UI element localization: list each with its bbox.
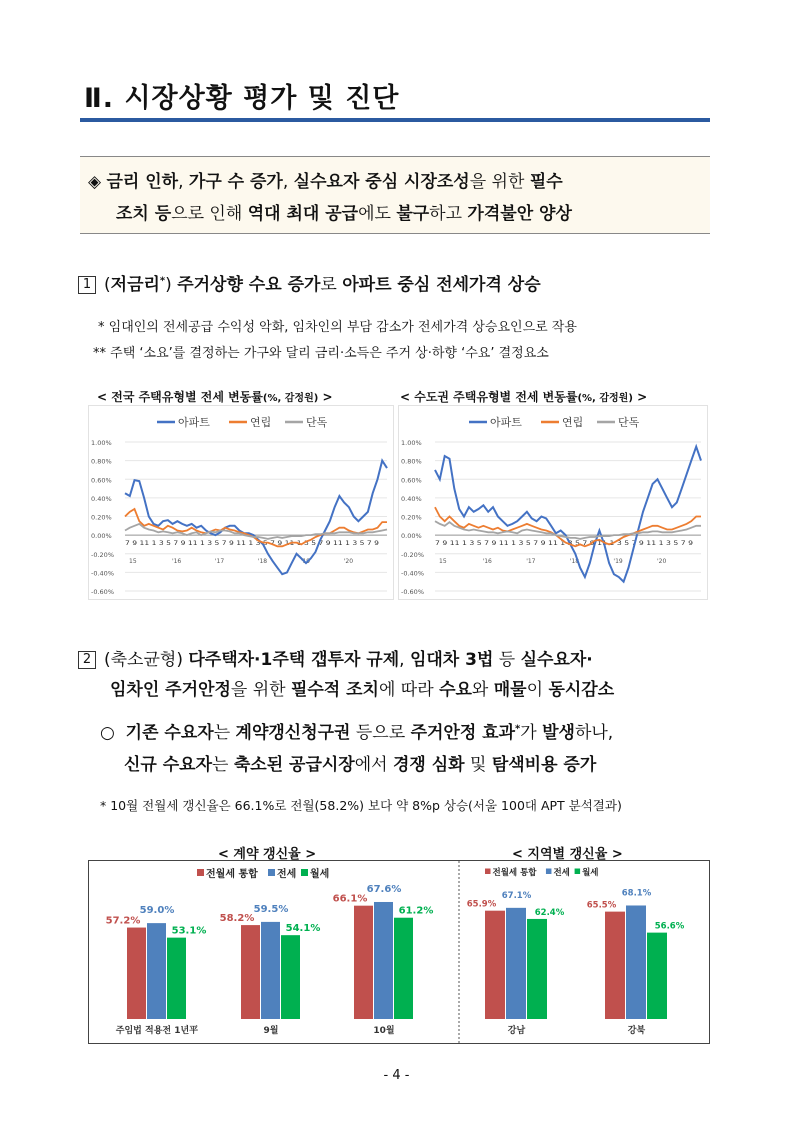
text-segment: * — [159, 275, 166, 287]
page-number: - 4 - — [383, 1068, 410, 1083]
chart-caption-capital — [400, 388, 647, 405]
legend-label: 전월세 통합 — [492, 868, 537, 878]
legend-label: 연립 — [250, 416, 272, 429]
legend-swatch — [197, 869, 204, 876]
footnote-3: * 10월 전월세 갱신율은 66.1%로 전월(58.2%) 보다 약 8%p 상승(서울 100대 APT 분석결과) — [100, 798, 622, 813]
y-tick-label: -0.60% — [401, 588, 424, 596]
text-segment: , — [399, 650, 410, 670]
category-label: 강북 — [627, 1026, 646, 1036]
bar-전세 — [147, 923, 166, 1019]
y-tick-label: -0.40% — [91, 569, 114, 578]
text-segment: 수요 — [439, 680, 472, 700]
category-label: 주임법 적용전 1년平 — [115, 1026, 199, 1036]
bar-전월세 통합 — [241, 925, 260, 1019]
text-segment: 임차인 주거안정 — [110, 680, 231, 700]
text-segment: 필수 — [529, 172, 563, 192]
y-tick-label: 0.40% — [401, 494, 422, 503]
text-segment: 을 위한 — [469, 172, 530, 192]
bar-월세 — [647, 933, 667, 1019]
text-segment: 불구 — [396, 204, 430, 224]
text-segment: 하고 — [429, 204, 468, 224]
text-segment: 하나, — [574, 723, 614, 743]
text-segment: , — [178, 172, 189, 192]
x-year-tick: '19 — [300, 558, 311, 566]
data-label: 59.5% — [253, 903, 289, 915]
text-segment: 탐색비용 증가 — [491, 755, 597, 775]
legend-label: 단독 — [306, 416, 328, 429]
y-tick-label: -0.60% — [91, 588, 114, 596]
point-1-text — [104, 275, 541, 295]
bar-전세 — [374, 902, 393, 1019]
x-year-tick: '17 — [526, 558, 536, 566]
summary-line-1 — [88, 167, 563, 192]
x-year-tick: '20 — [657, 558, 667, 566]
text-segment: (축소균형) — [104, 650, 189, 670]
bar-월세 — [527, 919, 547, 1019]
text-segment: 아파트 중심 전세가격 상승 — [342, 275, 541, 295]
sub-bullet-line-1 — [100, 718, 613, 743]
text-segment: ( — [104, 275, 111, 295]
text-segment: 으로 인해 — [171, 204, 248, 224]
line-chart-svg — [399, 406, 709, 601]
text-segment: 필수적 조치 — [290, 680, 379, 700]
y-tick-label: 0.20% — [91, 513, 112, 522]
y-tick-label: -0.20% — [91, 550, 114, 559]
text-segment: 다주택자·1주택 갭투자 규제 — [188, 650, 400, 670]
legend-label: 전세 — [553, 868, 570, 878]
text-segment: 로 — [320, 275, 343, 295]
text-segment: 저금리 — [110, 275, 160, 295]
bar-월세 — [394, 918, 413, 1019]
text-segment: 등으로 — [350, 723, 411, 743]
x-year-tick: '16 — [482, 558, 492, 566]
data-label: 56.6% — [654, 921, 685, 932]
data-label: 66.1% — [332, 893, 368, 905]
caption-text: < 전국 주택유형별 전세 변동률 — [97, 390, 263, 404]
bar-전세 — [626, 905, 646, 1019]
text-segment: 에서 — [354, 755, 393, 775]
caption-text: < 수도권 주택유형별 전세 변동률 — [400, 390, 578, 404]
data-label: 65.5% — [586, 900, 617, 911]
bar-전월세 통합 — [354, 906, 373, 1019]
data-label: 67.6% — [366, 883, 402, 895]
text-segment: 역대 최대 공급 — [247, 204, 359, 224]
legend-label: 월세 — [310, 869, 330, 880]
x-month-ticks: 7 9 11 1 3 5 7 9 11 1 3 5 7 9 11 1 3 5 7 9 11 1 3 5 7 9 11 1 3 5 7 9 — [435, 541, 694, 548]
x-year-tick: '17 — [214, 558, 225, 566]
x-year-tick: '20 — [343, 558, 354, 566]
text-segment: 실수요자· — [520, 650, 593, 670]
legend-swatch — [301, 869, 308, 876]
text-segment: 신규 수요자 — [124, 755, 213, 775]
legend-label: 아파트 — [178, 416, 210, 429]
diamond-bullet-icon: ◈ — [88, 172, 102, 192]
text-segment: 경쟁 심화 — [392, 755, 465, 775]
footnote-1: * 임대인의 전세공급 수익성 악화, 임차인의 부담 감소가 전세가격 상승요인으로 작용 — [98, 320, 577, 335]
x-year-tick: '18 — [569, 558, 580, 566]
caption-close: > — [637, 390, 648, 404]
bar-월세 — [167, 938, 186, 1019]
x-year-tick: 15 — [439, 558, 447, 566]
text-segment: 및 — [464, 755, 492, 775]
text-segment: 는 — [213, 723, 236, 743]
data-label: 65.9% — [466, 899, 497, 910]
y-tick-label: 1.00% — [91, 439, 112, 447]
category-label: 강남 — [507, 1026, 526, 1036]
bar-chart-svg — [89, 861, 709, 1043]
data-label: 57.2% — [105, 915, 141, 927]
data-label: 67.1% — [501, 890, 532, 901]
legend-label: 단독 — [618, 416, 640, 429]
data-label: 59.0% — [139, 905, 175, 917]
text-segment: 을 위한 — [230, 680, 291, 700]
legend-swatch — [546, 869, 552, 875]
text-segment: 이 — [526, 680, 549, 700]
bar-전월세 통합 — [485, 911, 505, 1019]
text-segment: 에 따라 — [378, 680, 440, 700]
line-chart-national — [88, 405, 394, 600]
y-tick-label: 0.80% — [401, 457, 422, 466]
text-segment: 계약갱신청구권 — [235, 723, 351, 743]
legend-swatch — [575, 869, 581, 875]
y-tick-label: -0.40% — [401, 569, 424, 578]
y-tick-label: 0.60% — [91, 476, 112, 485]
y-tick-label: 0.00% — [401, 532, 422, 541]
footnote-2: ** 주택 ‘소요’를 결정하는 가구와 달리 금리·소득은 주거 상·하향 ‘수요’ 결정요소 — [93, 346, 549, 361]
x-year-tick: '16 — [171, 558, 182, 566]
category-label: 10월 — [373, 1026, 395, 1036]
text-segment: 주거안정 효과 — [410, 723, 516, 743]
summary-line-2 — [116, 199, 572, 224]
circle-bullet-icon: ○ — [100, 723, 115, 743]
point-2-text-1 — [104, 650, 593, 670]
number-box-1: 1 — [78, 276, 96, 294]
text-segment: ) — [165, 275, 178, 295]
text-segment: 가구 수 증가 — [188, 172, 283, 192]
y-tick-label: 0.00% — [91, 532, 112, 541]
series-line-단독 — [125, 524, 387, 539]
bar-chart-title-region: < 지역별 갱신율 > — [512, 847, 623, 862]
data-label: 54.1% — [285, 923, 321, 935]
text-segment: 에도 — [358, 204, 397, 224]
line-chart-capital — [398, 405, 708, 600]
category-label: 9월 — [263, 1026, 279, 1036]
text-segment: 금리 인하 — [106, 172, 179, 192]
legend-label: 연립 — [562, 416, 584, 429]
y-tick-label: -0.20% — [401, 550, 424, 559]
text-segment: , — [282, 172, 294, 192]
text-segment: 가 — [520, 723, 543, 743]
text-segment: 와 — [471, 680, 494, 700]
text-segment: 는 — [212, 755, 234, 775]
text-segment: 실수요자 중심 시장조성 — [293, 172, 470, 192]
text-segment: 등 — [493, 650, 521, 670]
text-segment: 주거상향 수요 증가 — [177, 275, 321, 295]
text-segment: * — [515, 723, 521, 735]
caption-unit: (%, 감정원) — [577, 393, 633, 404]
point-2-text-2 — [110, 675, 614, 700]
bar-전월세 통합 — [605, 912, 625, 1019]
bar-전월세 통합 — [127, 928, 146, 1019]
x-year-tick: 15 — [129, 558, 137, 566]
legend-swatch — [485, 869, 491, 875]
summary-box — [80, 156, 710, 234]
y-tick-label: 0.60% — [401, 476, 422, 485]
line-chart-svg — [89, 406, 395, 601]
data-label: 61.2% — [398, 905, 434, 917]
text-segment: 가격불안 양상 — [467, 204, 572, 224]
x-year-tick: '19 — [613, 558, 623, 566]
series-line-단독 — [435, 521, 701, 539]
x-month-ticks: 7 9 11 1 3 5 7 9 11 1 3 5 7 9 11 1 3 5 7 9 11 1 3 5 7 9 11 1 3 5 7 9 — [125, 541, 380, 548]
text-segment: 기존 수요자 — [125, 723, 214, 743]
text-segment: 발생 — [542, 723, 575, 743]
bar-chart-panel — [88, 860, 710, 1044]
point-1-heading — [78, 270, 541, 295]
legend-label: 아파트 — [490, 416, 522, 429]
text-segment: 매물 — [493, 680, 527, 700]
legend-label: 전세 — [277, 869, 297, 880]
summary-text-1 — [106, 172, 562, 192]
text-segment: 축소된 공급시장 — [233, 755, 355, 775]
y-tick-label: 0.80% — [91, 457, 112, 466]
chart-caption-national — [97, 388, 333, 405]
caption-unit: (%, 감정원) — [262, 393, 319, 404]
bar-전세 — [506, 908, 526, 1019]
bar-월세 — [281, 935, 300, 1019]
y-tick-label: 1.00% — [401, 439, 422, 447]
legend-label: 전월세 통합 — [206, 869, 258, 880]
legend-label: 월세 — [582, 868, 599, 878]
data-label: 58.2% — [219, 913, 255, 925]
page-title: Ⅱ. 시장상황 평가 및 진단 — [84, 83, 400, 114]
bar-전세 — [261, 922, 280, 1019]
bar-chart-title-contract: < 계약 갱신율 > — [218, 847, 317, 862]
caption-close: > — [322, 390, 333, 404]
text-segment: 임대차 3법 — [409, 650, 494, 670]
legend-swatch — [268, 869, 275, 876]
title-underline — [80, 118, 710, 122]
sub-bullet-text-2 — [124, 750, 596, 775]
text-segment: 조치 등 — [116, 204, 172, 224]
data-label: 68.1% — [621, 888, 652, 899]
data-label: 53.1% — [171, 925, 207, 937]
text-segment: 동시감소 — [548, 680, 615, 700]
point-2-heading — [78, 645, 593, 670]
x-year-tick: '18 — [257, 558, 268, 566]
data-label: 62.4% — [534, 907, 565, 918]
number-box-2: 2 — [78, 651, 96, 669]
y-tick-label: 0.20% — [401, 513, 422, 522]
y-tick-label: 0.40% — [91, 494, 112, 503]
sub-bullet-text-1 — [126, 723, 614, 743]
